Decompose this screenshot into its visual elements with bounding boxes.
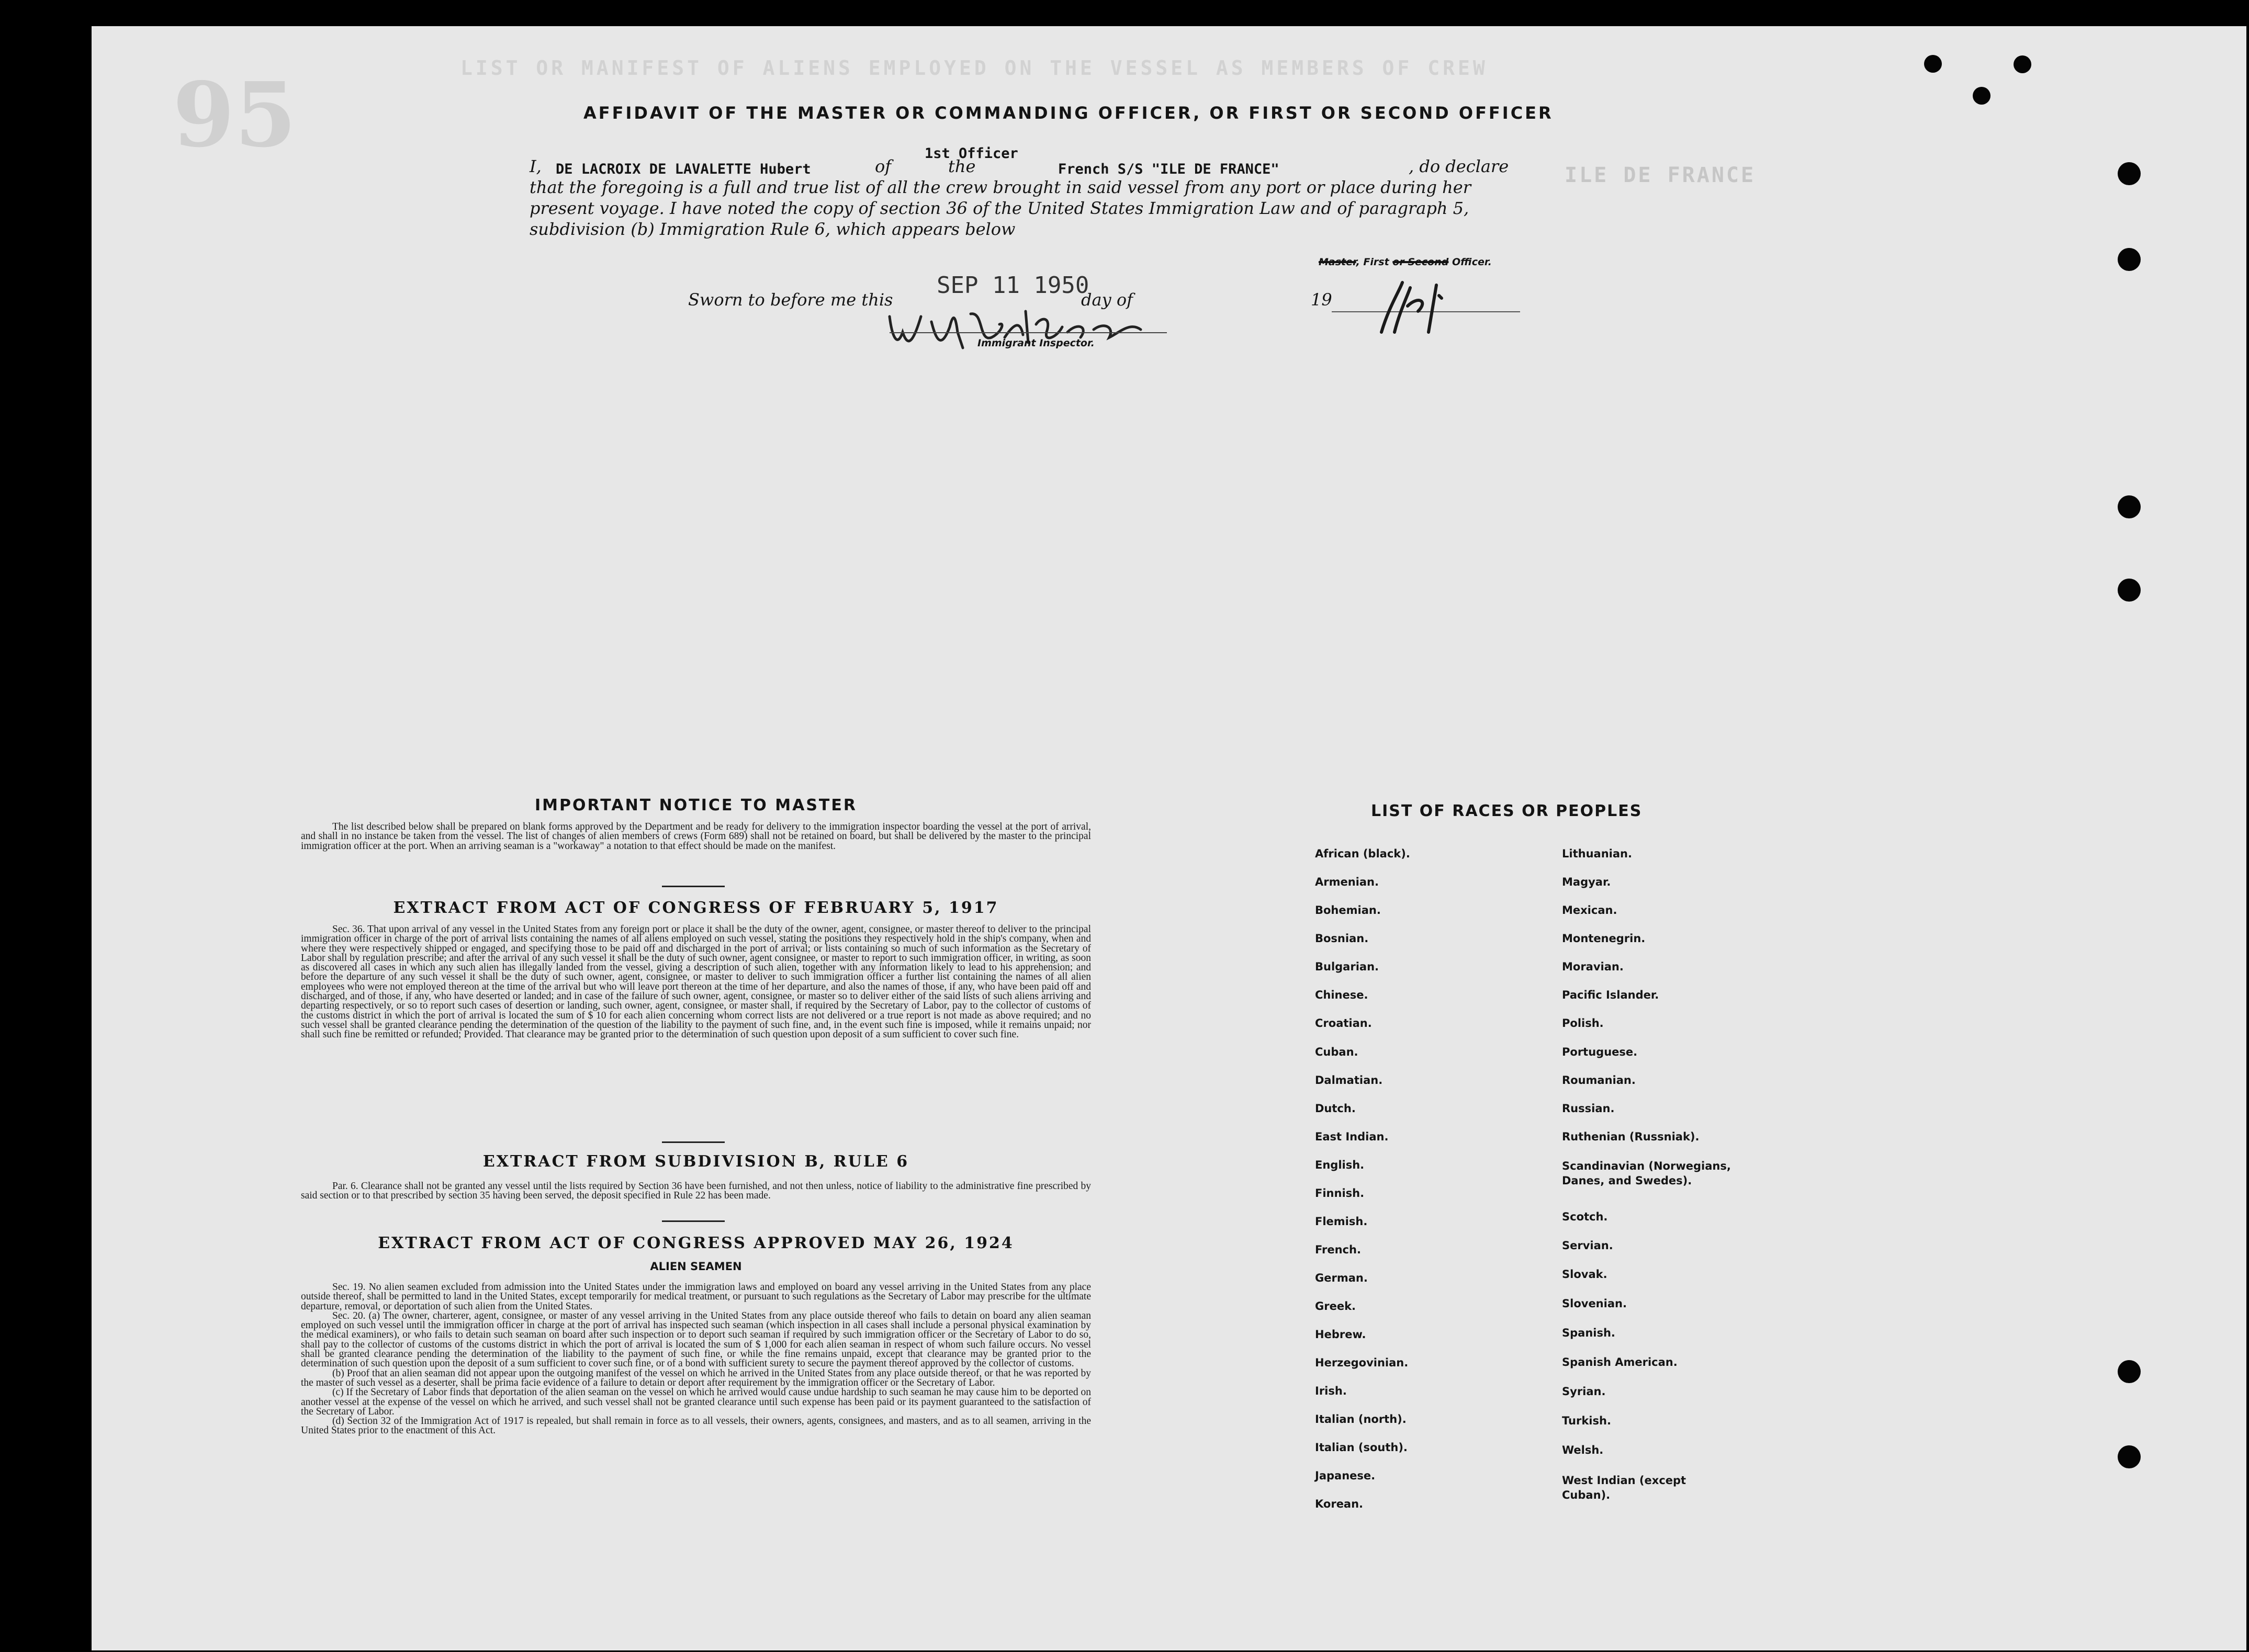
notice-title: IMPORTANT NOTICE TO MASTER <box>535 796 857 814</box>
race-left: East Indian. <box>1315 1130 1389 1143</box>
punch-hole <box>2118 1360 2141 1383</box>
race-left: African (black). <box>1315 847 1410 860</box>
race-left: Cuban. <box>1315 1046 1358 1058</box>
race-right: Spanish American. <box>1562 1356 1678 1368</box>
bleed-through-ship: ILE DE FRANCE <box>1565 163 1756 187</box>
vessel-name: French S/S "ILE DE FRANCE" <box>1058 161 1279 177</box>
race-right: Mexican. <box>1562 904 1617 916</box>
race-left: Flemish. <box>1315 1215 1368 1228</box>
race-right: Slovenian. <box>1562 1297 1627 1310</box>
punch-hole <box>1924 55 1942 73</box>
race-right: Portuguese. <box>1562 1046 1638 1058</box>
day-of-label: day of <box>1081 290 1133 310</box>
race-right: Servian. <box>1562 1239 1613 1252</box>
date-stamp: SEP 11 1950 <box>937 272 1089 299</box>
race-left: Japanese. <box>1315 1469 1376 1482</box>
officer-signature <box>1371 275 1455 343</box>
of-label: of <box>875 156 892 176</box>
race-right: Russian. <box>1562 1102 1615 1115</box>
race-left: Italian (north). <box>1315 1413 1407 1425</box>
race-right: Spanish. <box>1562 1327 1615 1339</box>
race-right: Scandinavian (Norwegians, Danes, and Swedes). <box>1562 1160 1731 1187</box>
race-left: Bosnian. <box>1315 932 1369 945</box>
race-left: English. <box>1315 1159 1365 1171</box>
officer-name: DE LACROIX DE LAVALETTE Hubert <box>556 161 811 177</box>
race-right: Syrian. <box>1562 1385 1606 1398</box>
race-right: Slovak. <box>1562 1268 1607 1281</box>
race-left: German. <box>1315 1272 1368 1284</box>
affidavit-declaration <box>530 145 1524 240</box>
race-right: Montenegrin. <box>1562 932 1646 945</box>
race-left: Dalmatian. <box>1315 1074 1383 1087</box>
race-right: Welsh. <box>1562 1444 1604 1456</box>
affidavit-line-4: subdivision (b) Immigration Rule 6, which appears below <box>530 219 1016 239</box>
officer-caption-text: Officer. <box>1452 256 1492 268</box>
punch-hole <box>2118 162 2141 185</box>
i-label: I, <box>530 156 542 176</box>
affidavit-line-3: present voyage. I have noted the copy of section 36 of the United States Immigration Law and of paragraph 5, <box>530 198 1469 218</box>
the-label: the <box>948 156 976 176</box>
inspector-caption: Immigrant Inspector. <box>977 337 1095 349</box>
race-right: Polish. <box>1562 1017 1604 1029</box>
race-right: Roumanian. <box>1562 1074 1636 1087</box>
bleed-through-page-number: 95 <box>173 63 297 167</box>
race-right: Scotch. <box>1562 1210 1608 1223</box>
extract-rule6-title: EXTRACT FROM SUBDIVISION B, RULE 6 <box>482 1152 909 1171</box>
race-left: Herzegovinian. <box>1315 1356 1409 1369</box>
inspector-line <box>890 332 1167 333</box>
extract-1917-text: Sec. 36. That upon arrival of any vessel in the United States from any foreign port or place it shall be the duty of the owner, agent, consignee, or master thereof to deliver to the principal immigration officer in charge of the port of arrival lists containing the names of all aliens employed on such vessel, stating the positions they respectively hold in the ship's company, when and where they were respectively shipped or engaged, and specifying those to be paid off and discharged in the port of arrival; or lists containing so much of such information as the Secretary of Labor shall by regulation prescribe; and after the arrival of any such vessel it shall be the duty of such owner, agent consignee, or master to report to such immigration officer, in writing, as soon as discovered all cases in which any such alien has illegally landed from the vessel, giving a description of such alien, together with any information likely to lead to his apprehension; and before the departure of any such vessel it shall be the duty of such owner, agent, consignee, or master to deliver to such immigration officer a further list containing the names of all alien employees who were not employed thereon at the time of the arrival but who will leave port thereon at the time of her departure, and also the names of those, if any, who have been paid off and discharged, and of those, if any, who have deserted or landed; and in case of the failure of such owner, agent, consignee, or master so to deliver either of the said lists of such aliens arriving and departing respectively, or so to report such cases of desertion or landing, such owner, agent, consignee, or master shall, if required by the Secretary of Labor, pay to the collector of customs of the customs district in which the port of arrival is located the sum of $ 10 for each alien concerning whom correct lists are not delivered or a true report is not made as above required; and no such vessel shall be granted clearance pending the determination of the question of the liability to the payment of such fine, and, in the event such fine is imposed, while it remains unpaid; nor shall such fine be remitted or refunded; Provided. That clearance may be granted prior to the determination of such question upon deposit of a sum sufficient to cover such fine. <box>301 924 1091 1040</box>
race-left: Dutch. <box>1315 1102 1356 1115</box>
race-right: Ruthenian (Russniak). <box>1562 1130 1700 1143</box>
race-left: Hebrew. <box>1315 1328 1366 1341</box>
punch-hole <box>2014 55 2031 73</box>
race-left: French. <box>1315 1243 1361 1256</box>
race-right: Moravian. <box>1562 960 1624 973</box>
race-left: Armenian. <box>1315 876 1379 888</box>
punch-hole <box>2118 1445 2141 1468</box>
extract-1917-title: EXTRACT FROM ACT OF CONGRESS OF FEBRUARY 5, 1917 <box>393 899 999 917</box>
divider <box>662 886 725 887</box>
race-left: Croatian. <box>1315 1017 1372 1029</box>
extract-rule6-text: Par. 6. Clearance shall not be granted any vessel until the lists required by Section 36 have been furnished, and not then unless, notice of liability to the administrative fine prescribed by said section or to that prescribed by section 35 having been served, the deposit specified in Rule 22 has been made. <box>301 1181 1091 1202</box>
divider <box>662 1141 725 1143</box>
race-right: West Indian (except Cuban). <box>1562 1474 1686 1501</box>
punch-hole <box>2118 495 2141 518</box>
extract-1924-text: Sec. 19. No alien seamen excluded from admission into the United States under the immigration laws and employed on board any vessel arriving in the United States from any place outside thereof, shall be permitted to land in the United States, except temporarily for medical treatment, or pursuant to such regulations as the Secretary of Labor may prescribe for the ultimate departure, removal, or deportation of such alien from the United States. Sec. 20. (a) The owner, charterer, agent, consignee, or master of any vessel arriving in the United States from any place outside thereof who fails to detain on board any alien seaman employed on such vessel until the immigration officer in charge at the port of arrival has inspected such seaman (which inspection in all cases shall include a personal physical examination by the medical examiners), or who fails to detain such seaman on board after such inspection or to deport such seaman if required by such immigration officer or the Secretary of Labor to do so, shall pay to the collector of customs of the customs district in which the port of arrival is located the sum of $ 1,000 for each alien seaman in respect of whom such failure occurs. No vessel shall be granted clearance pending the determination of the liability to the payment of such fine, or while the fine remains unpaid, except that clearance may be granted prior to the determination of such question upon the deposit of a sum sufficient to cover such fine, or of a bond with sufficient surety to secure the payment thereof approved by the collector of customs. (b) Proof that an alien seaman did not appear upon the outgoing manifest of the vessel on which he arrived in the United States from any place outside thereof, or that he was reported by the master of such vessel as a deserter, shall be prima facie evidence of a failure to detain or deport after requirement by the immigration officer or the Secretary of Labor. (c) If the Secretary of Labor finds that deportation of the alien seaman on the vessel on which he arrived would cause undue hardship to such seaman he may cause him to be deported on another vessel at the expense of the vessel on which he arrived, and such vessel shall not be granted clearance until such expense has been paid or its payment guaranteed to the satisfaction of the Secretary of Labor. (d) Section 32 of the Immigration Act of 1917 is repealed, but shall remain in force as to all vessels, their owners, agents, consignees, and masters, and as to all seamen, arriving in the United States prior to the enactment of this Act. <box>301 1282 1091 1436</box>
race-left: Bohemian. <box>1315 904 1381 916</box>
sworn-label: Sworn to before me this <box>688 290 893 310</box>
alien-seamen-subtitle: ALIEN SEAMEN <box>650 1260 742 1273</box>
affidavit-line-2: that the foregoing is a full and true list of all the crew brought in said vessel from any port or place during her <box>530 177 1471 197</box>
declare-label: , do declare <box>1409 156 1509 176</box>
race-right: Magyar. <box>1562 876 1611 888</box>
affidavit-title: AFFIDAVIT OF THE MASTER OR COMMANDING OFFICER, OR FIRST OR SECOND OFFICER <box>583 103 1554 123</box>
punch-hole <box>2118 248 2141 271</box>
race-left: Greek. <box>1315 1300 1356 1312</box>
race-right: Pacific Islander. <box>1562 989 1659 1001</box>
officer-caption: Master, First or Second Officer. <box>1319 256 1492 268</box>
race-left: Finnish. <box>1315 1187 1365 1200</box>
race-left: Irish. <box>1315 1385 1347 1397</box>
race-left: Bulgarian. <box>1315 960 1379 973</box>
year-prefix: 19 <box>1311 290 1332 310</box>
punch-hole <box>1973 87 1991 105</box>
race-right: Lithuanian. <box>1562 847 1632 860</box>
race-left: Chinese. <box>1315 989 1368 1001</box>
extract-1924-title: EXTRACT FROM ACT OF CONGRESS APPROVED MAY 26, 1924 <box>378 1234 1014 1252</box>
officer-rank: 1st Officer <box>925 145 1018 162</box>
bleed-through-header: LIST OR MANIFEST OF ALIENS EMPLOYED ON THE VESSEL AS MEMBERS OF CREW <box>460 56 1488 80</box>
divider <box>662 1220 725 1222</box>
race-left: Italian (south). <box>1315 1441 1408 1454</box>
notice-text: The list described below shall be prepared on blank forms approved by the Department and be ready for delivery to the immigration inspector boarding the vessel at the port of arrival, and shall in no instance be taken from the vessel. The list of changes of alien members of crews (Form 689) shall not be retained on board, but shall be delivered by the master to the principal immigration officer at the port. When an arriving seaman is a "workaway" a notation to that effect should be made on the manifest. <box>301 821 1091 852</box>
race-right: Turkish. <box>1562 1415 1611 1427</box>
punch-hole <box>2118 579 2141 602</box>
races-title: LIST OF RACES OR PEOPLES <box>1371 802 1643 820</box>
inspector-signature <box>879 301 1172 358</box>
race-left: Korean. <box>1315 1498 1364 1510</box>
